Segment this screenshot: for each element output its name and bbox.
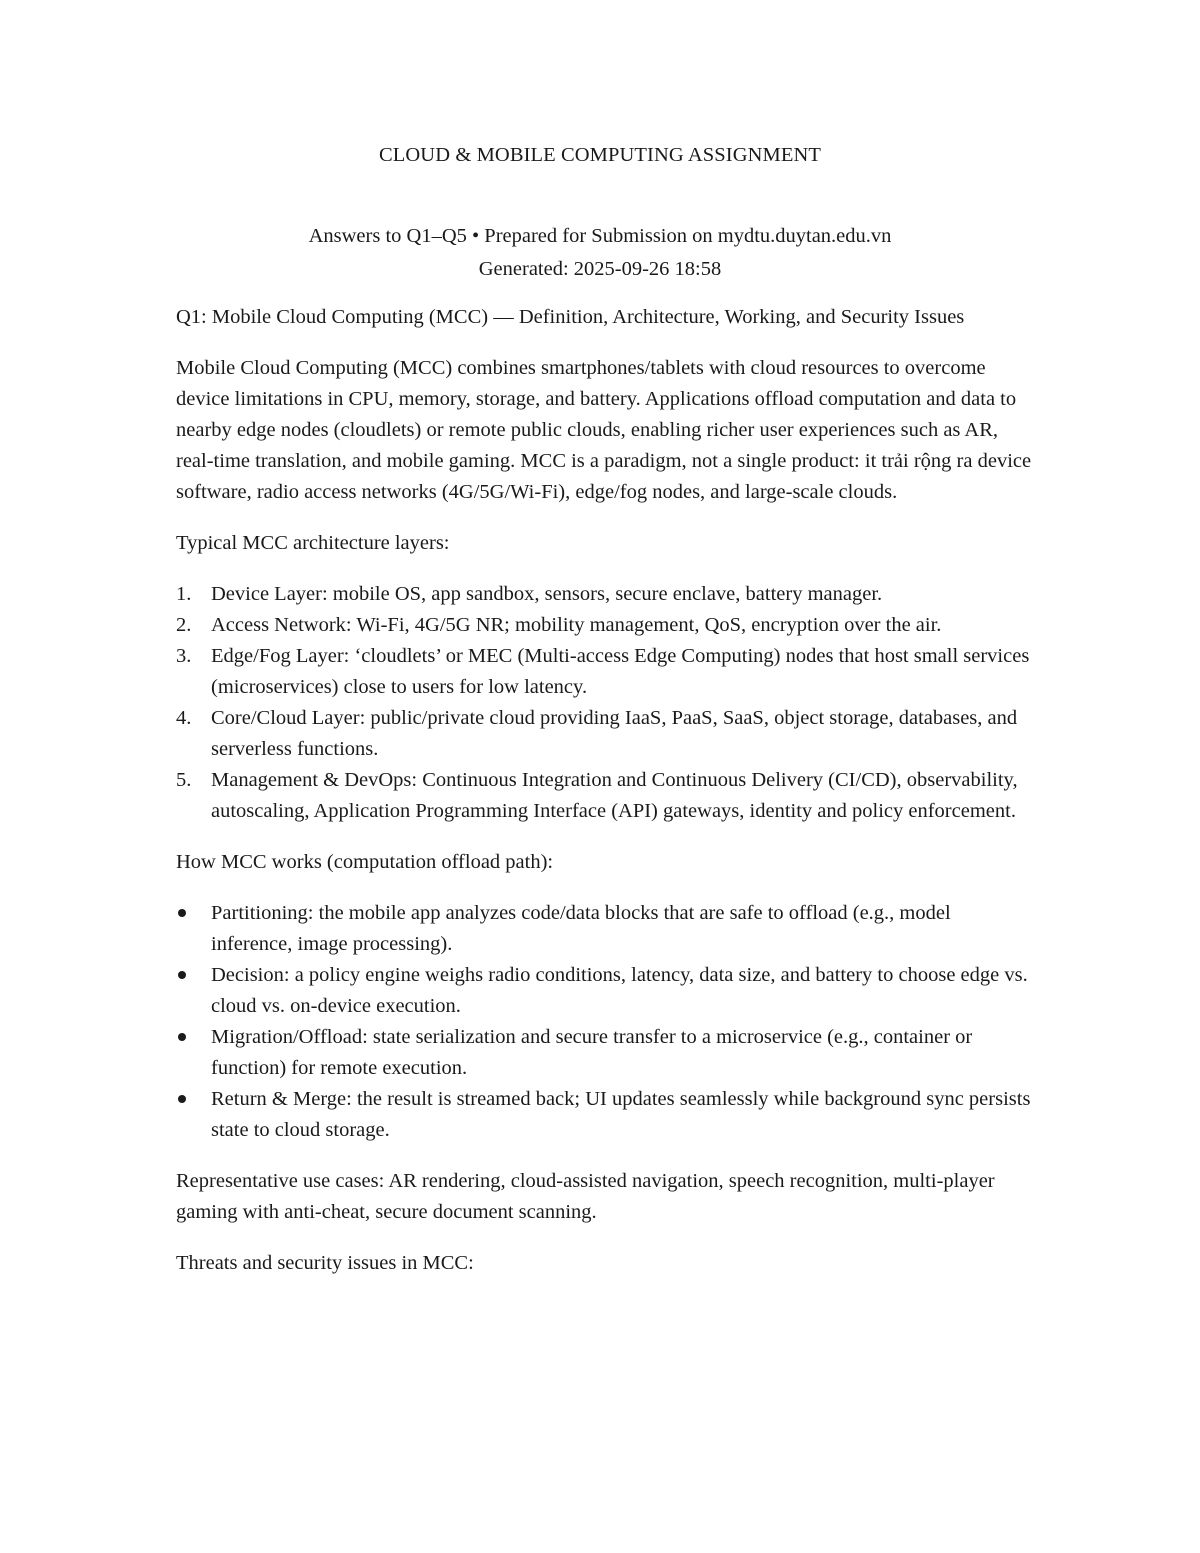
q1-heading: Q1: Mobile Cloud Computing (MCC) — Definition, Architecture, Working, and Security Issues — [176, 306, 965, 328]
bullet-icon — [176, 960, 188, 991]
list-item — [176, 641, 1036, 703]
list-item-text: Core/Cloud Layer: public/private cloud providing IaaS, PaaS, SaaS, object storage, databases, and serverless functions. — [211, 707, 1018, 760]
offload-steps-list — [176, 898, 1036, 1146]
list-item-text: Decision: a policy engine weighs radio conditions, latency, data size, and battery to choose edge vs. cloud vs. on-device execution. — [211, 964, 1028, 1017]
list-item — [176, 579, 1036, 610]
list-item-text: Device Layer: mobile OS, app sandbox, sensors, secure enclave, battery manager. — [211, 583, 883, 605]
list-item-text: Migration/Offload: state serialization and secure transfer to a microservice (e.g., container or function) for remote execution. — [211, 1026, 973, 1079]
list-item-text: Return & Merge: the result is streamed back; UI updates seamlessly while background sync persists state to cloud storage. — [211, 1088, 1031, 1141]
list-item — [176, 610, 1036, 641]
document-subtitle: Answers to Q1–Q5 • Prepared for Submission on mydtu.duytan.edu.vn — [308, 225, 892, 247]
list-item-text: Management & DevOps: Continuous Integration and Continuous Delivery (CI/CD), observability, autoscaling, Application Programming Interface (API) gateways, identity and policy enforcement. — [211, 769, 1018, 822]
generated-timestamp: Generated: 2025-09-26 18:58 — [478, 258, 722, 280]
list-item-number: 3. — [176, 645, 192, 667]
list-item — [176, 703, 1036, 765]
list-item — [176, 960, 1036, 1022]
list-item — [176, 898, 1036, 960]
architecture-layers-list — [176, 579, 1036, 827]
list-item — [176, 1022, 1036, 1084]
document-page — [176, 140, 1036, 1279]
list-item-number: 4. — [176, 707, 192, 729]
list-item-text: Access Network: Wi-Fi, 4G/5G NR; mobility management, QoS, encryption over the air. — [211, 614, 942, 636]
bullet-icon — [176, 1084, 188, 1115]
threats-heading: Threats and security issues in MCC: — [176, 1252, 474, 1274]
q1-intro-paragraph: Mobile Cloud Computing (MCC) combines smartphones/tablets with cloud resources to overcome device limitations in CPU, memory, storage, and battery. Applications offload computation and data to nearby edge nodes (cloudlets) or remote public clouds, enabling richer user experiences such as AR, real-time translation, and mobile gaming. MCC is a paradigm, not a single product: it trải rộng ra device software, radio access networks (4G/5G/Wi-Fi), edge/fog nodes, and large-scale clouds. — [176, 357, 1032, 503]
document-title: CLOUD & MOBILE COMPUTING ASSIGNMENT — [379, 144, 821, 166]
list-item-number: 1. — [176, 583, 192, 605]
use-cases-paragraph: Representative use cases: AR rendering, cloud-assisted navigation, speech recognition, multi-player gaming with anti-cheat, secure document scanning. — [176, 1170, 995, 1223]
works-heading: How MCC works (computation offload path): — [176, 851, 554, 873]
list-item-text: Partitioning: the mobile app analyzes code/data blocks that are safe to offload (e.g., model inference, image processing). — [211, 902, 951, 955]
list-item — [176, 1084, 1036, 1146]
list-item — [176, 765, 1036, 827]
bullet-icon — [176, 898, 188, 929]
layers-heading: Typical MCC architecture layers: — [176, 532, 450, 554]
bullet-icon — [176, 1022, 188, 1053]
list-item-number: 2. — [176, 614, 192, 636]
list-item-text: Edge/Fog Layer: ‘cloudlets’ or MEC (Multi-access Edge Computing) nodes that host small services (microservices) close to users for low latency. — [211, 645, 1030, 698]
list-item-number: 5. — [176, 769, 192, 791]
